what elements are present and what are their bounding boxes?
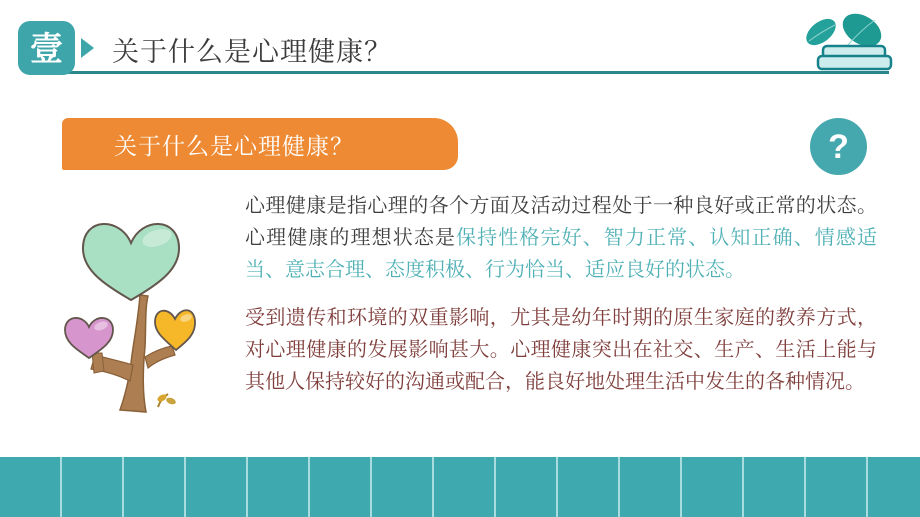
books-leaves-icon [795,8,895,72]
section-number: 壹 [30,29,63,67]
banner-title: 关于什么是心理健康？ [114,132,354,159]
page-title: 关于什么是心理健康？ [112,37,392,67]
paragraph-1-intro: 心理健康是指心理的各个方面及活动过程处于一种良好或正常的状态。心理健康的理想状态是 [245,195,877,249]
header-divider [30,71,889,74]
paragraph-1-highlight: 保持性格完好、智力正常、认知正确、情感适当、意志合理、态度积极、行为恰当、适应良好的状态。 [245,227,878,281]
paragraph-2: 受到遗传和环境的双重影响，尤其是幼年时期的原生家庭的教养方式，对心理健康的发展影响甚大。心理健康突出在社交、生产、生活上能与其他人保持较好的沟通或配合，能良好地处理生活中发生的各种情况。 [245,307,877,393]
paragraph-1 [245,190,877,286]
section-number-box [18,21,75,75]
question-icon [810,118,867,175]
section-banner [62,118,458,170]
heart-tree-illustration [50,195,240,425]
body-text [245,190,877,414]
chevron-right-icon [81,38,94,58]
question-mark: ? [828,127,849,166]
footer-band [0,457,920,517]
